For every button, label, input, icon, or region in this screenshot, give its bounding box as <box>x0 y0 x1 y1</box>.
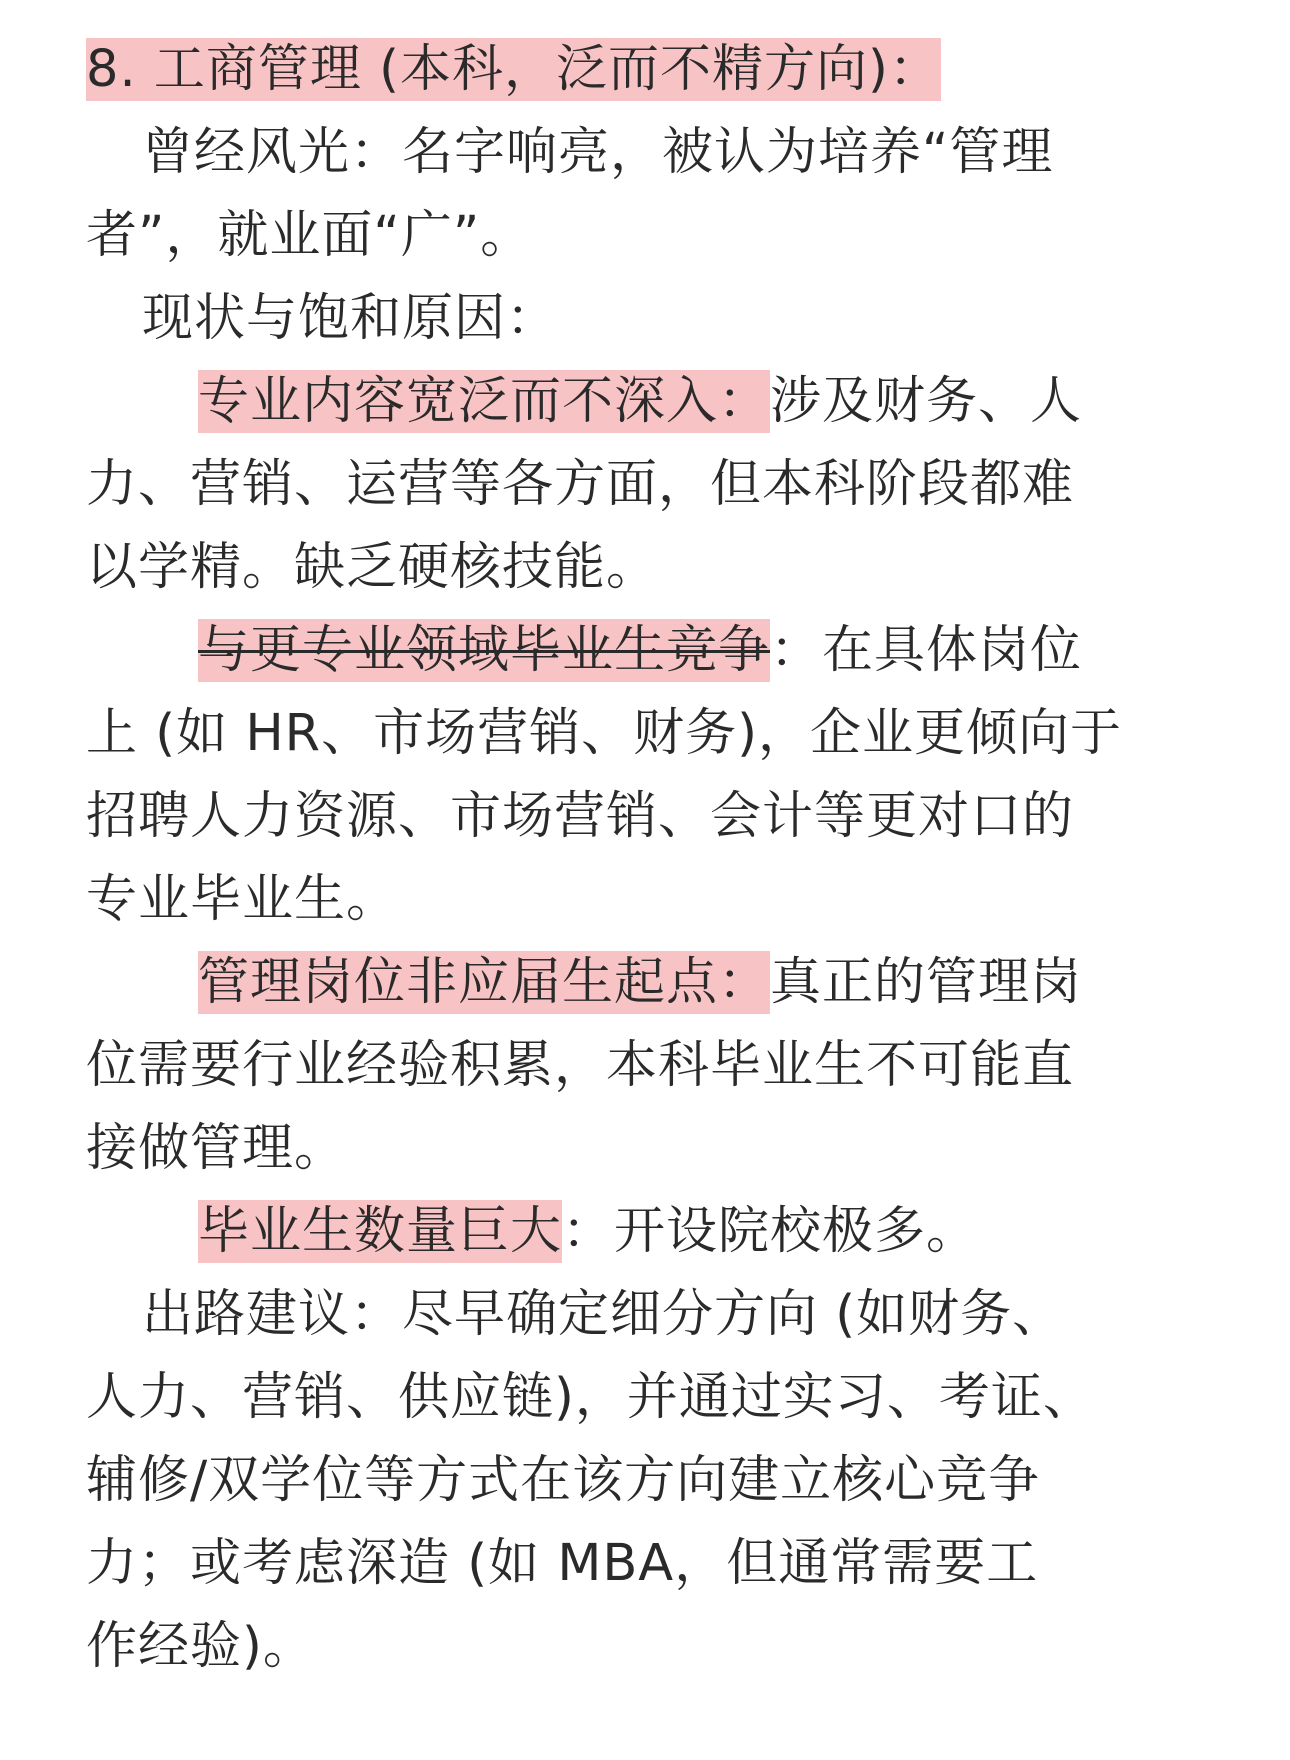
point-2-line-1 <box>86 609 1180 692</box>
point-3-line-1 <box>86 941 1180 1024</box>
advice-line-2: 人力、营销、供应链)，并通过实习、考证、 <box>86 1368 1095 1427</box>
point-1-line-3: 以学精。缺乏硬核技能。 <box>86 538 659 597</box>
point-3-line-2: 位需要行业经验积累，本科毕业生不可能直 <box>86 1036 1075 1095</box>
advice-line-5: 作经验)。 <box>86 1617 315 1676</box>
point-2-line-4: 专业毕业生。 <box>86 870 399 929</box>
point-2-line-3: 招聘人力资源、市场营销、会计等更对口的 <box>86 787 1075 846</box>
point-4-line-1 <box>86 1190 1180 1273</box>
point-2-text: ：在具体岗位 <box>770 621 1083 680</box>
point-4-text: ：开设院校极多。 <box>562 1202 979 1261</box>
point-4-highlight: 毕业生数量巨大 <box>198 1202 563 1261</box>
point-1-line-2: 力、营销、运营等各方面，但本科阶段都难 <box>86 455 1075 514</box>
heading-highlight: 8. 工商管理 (本科，泛而不精方向)： <box>86 40 941 99</box>
point-2-line-2: 上 (如 HR、市场营销、财务)，企业更倾向于 <box>86 704 1123 763</box>
advice-line-1: 出路建议：尽早确定细分方向 (如财务、 <box>142 1285 1065 1344</box>
advice-line-3: 辅修/双学位等方式在该方向建立核心竞争 <box>86 1451 1041 1510</box>
point-1-line-1 <box>86 360 1180 443</box>
point-1-text: 涉及财务、人 <box>770 372 1083 431</box>
point-3-highlight: 管理岗位非应届生起点： <box>198 953 771 1012</box>
point-3-text: 真正的管理岗 <box>770 953 1083 1012</box>
status-label: 现状与饱和原因： <box>142 289 559 348</box>
section-heading <box>86 28 1180 111</box>
point-2-highlight: 与更专业领域毕业生竞争 <box>198 621 771 680</box>
point-1-highlight: 专业内容宽泛而不深入： <box>198 372 771 431</box>
advice-line-4: 力；或考虑深造 (如 MBA，但通常需要工 <box>86 1534 1039 1593</box>
point-3-line-3: 接做管理。 <box>86 1119 347 1178</box>
glory-line-1: 曾经风光：名字响亮，被认为培养“管理 <box>142 123 1054 182</box>
glory-line-2: 者”，就业面“广”。 <box>86 206 533 265</box>
